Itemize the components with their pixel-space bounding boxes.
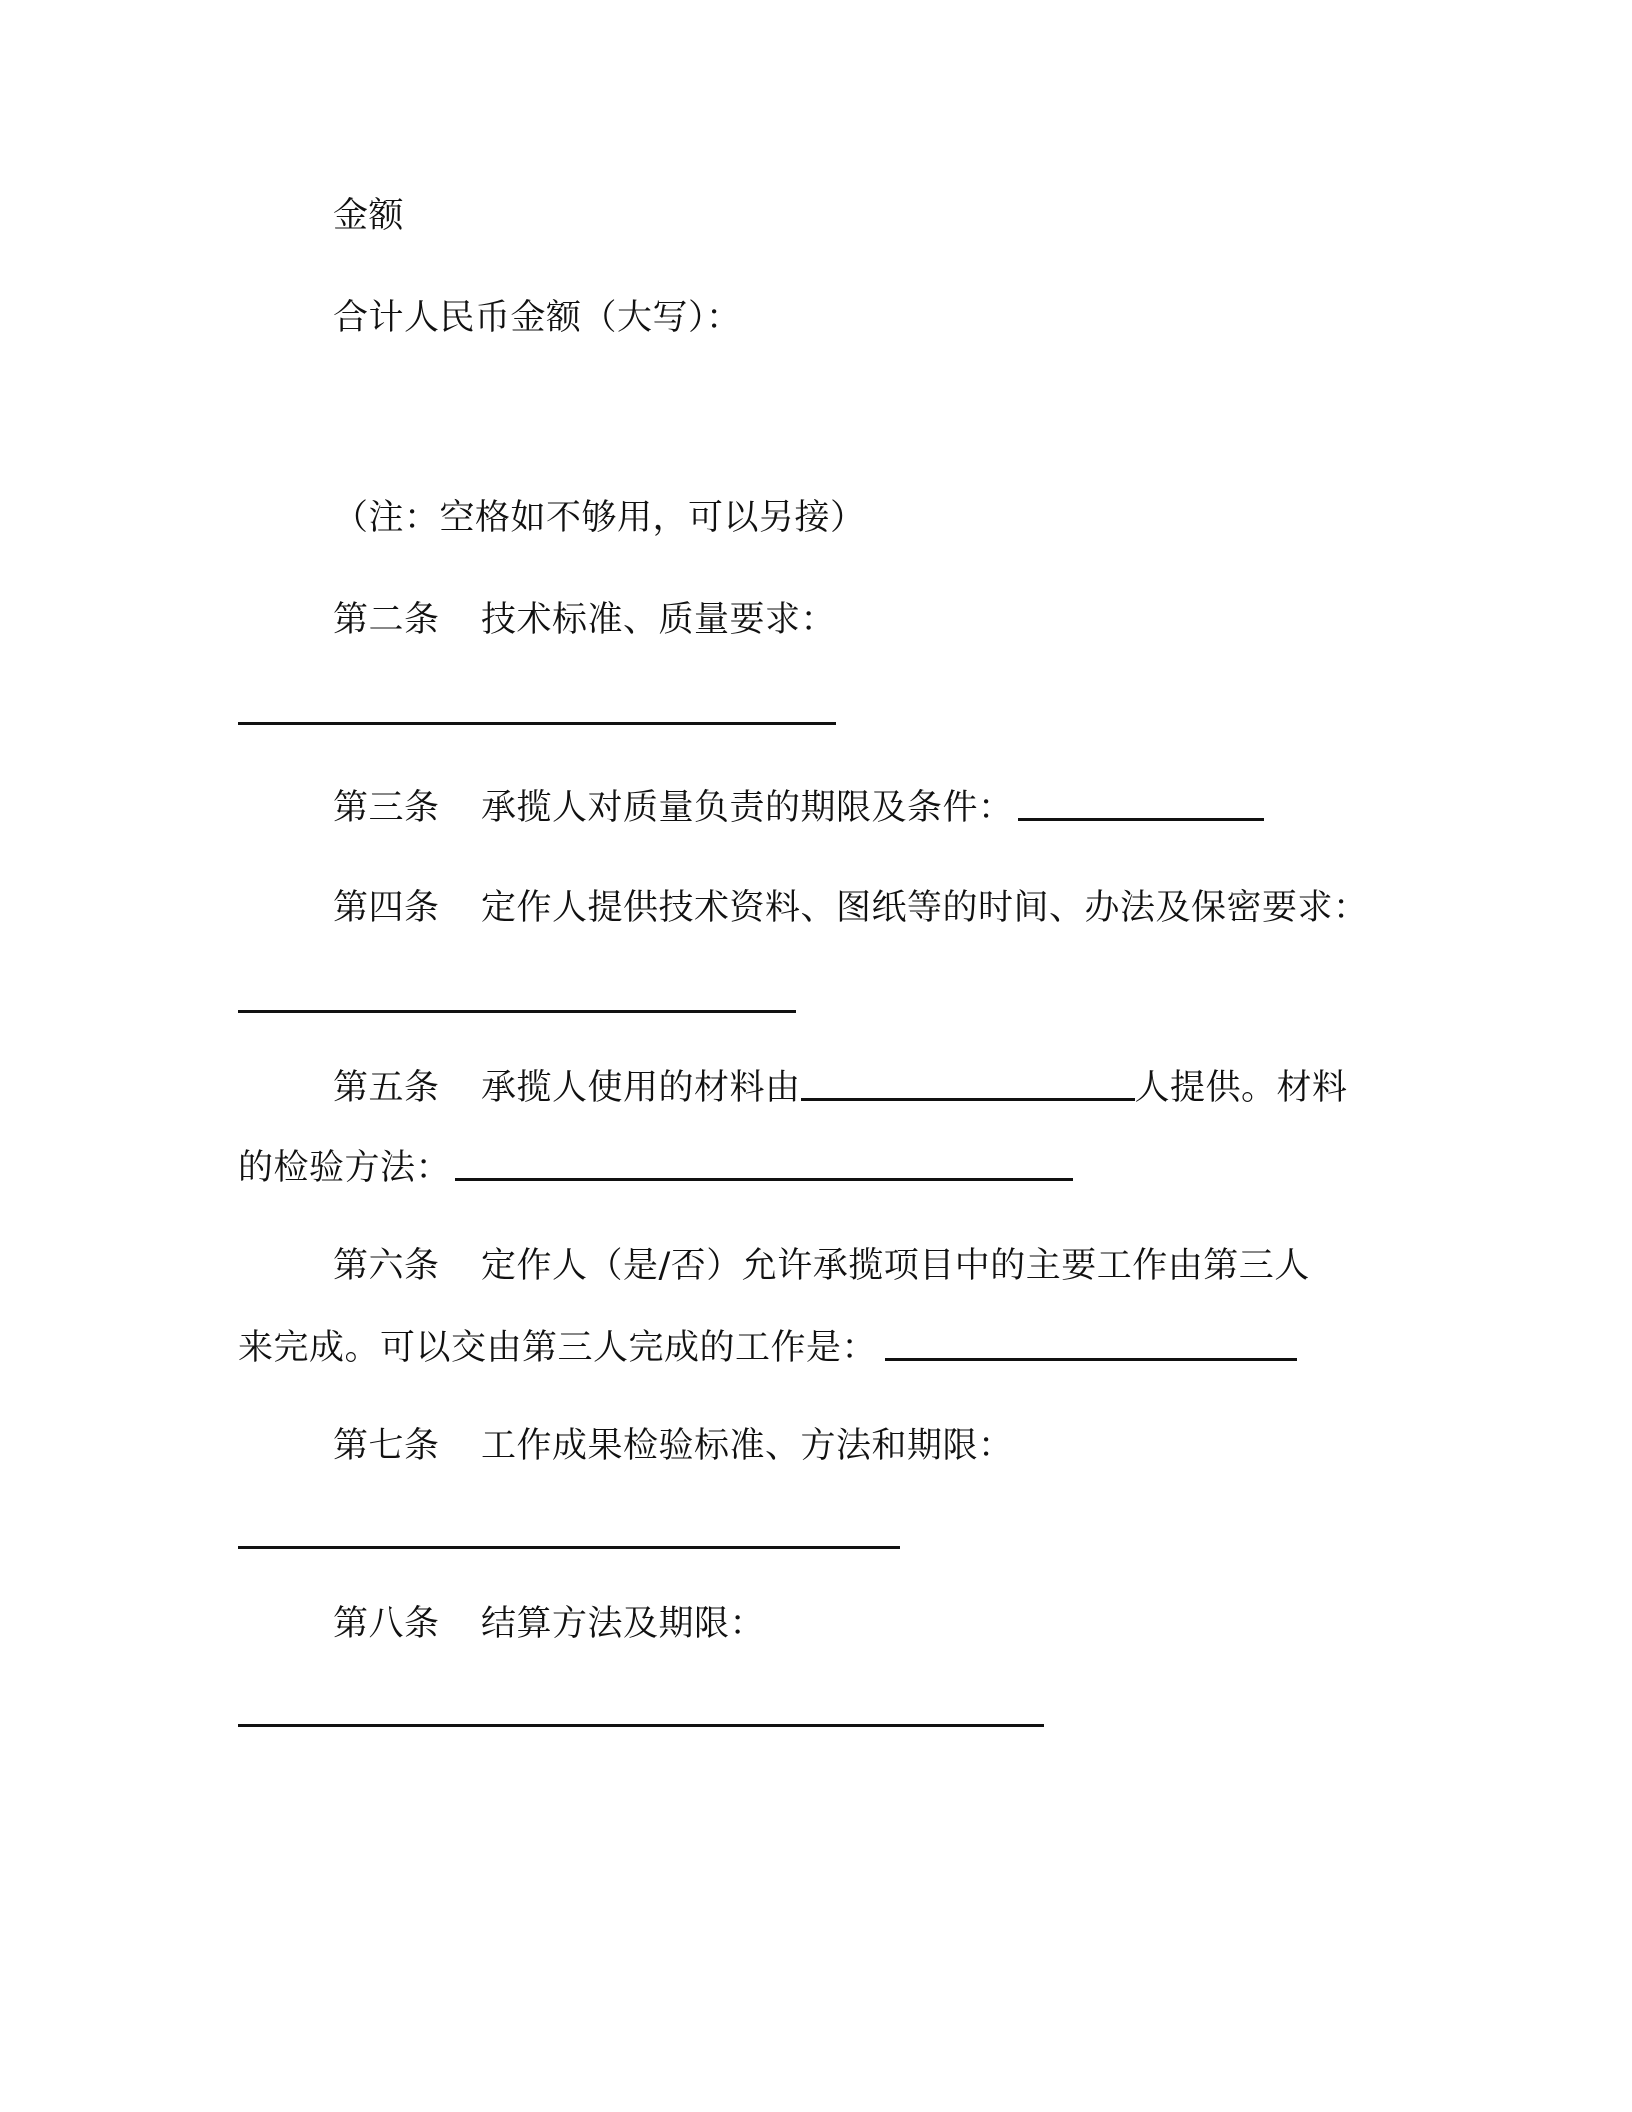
note-text: （注：空格如不够用，可以另接） bbox=[333, 498, 866, 538]
article-8-blank-line bbox=[238, 1690, 1044, 1738]
article-3-text: 承揽人对质量负责的期限及条件： bbox=[481, 788, 1014, 828]
article-5-number: 第五条 bbox=[333, 1068, 440, 1108]
article-8 bbox=[333, 1600, 765, 1648]
article-7 bbox=[333, 1422, 1014, 1470]
article-5-text: 承揽人使用的材料由 bbox=[481, 1068, 801, 1108]
article-4-fill-blank[interactable] bbox=[238, 1010, 796, 1013]
article-4-number: 第四条 bbox=[333, 888, 440, 928]
article-7-blank-line bbox=[238, 1512, 900, 1560]
article-5-line-2 bbox=[238, 1144, 1073, 1192]
article-8-fill-blank[interactable] bbox=[238, 1724, 1044, 1727]
article-4-blank-line bbox=[238, 976, 796, 1024]
article-2 bbox=[333, 596, 836, 644]
article-6-number: 第六条 bbox=[333, 1246, 440, 1286]
article-6-line-2-text: 来完成。可以交由第三人完成的工作是： bbox=[238, 1328, 878, 1368]
article-4-text: 定作人提供技术资料、图纸等的时间、办法及保密要求： bbox=[481, 888, 1369, 928]
article-5-supplier-blank[interactable] bbox=[801, 1098, 1135, 1101]
article-5-line-2-text: 的检验方法： bbox=[238, 1148, 452, 1188]
article-6 bbox=[333, 1242, 1310, 1290]
article-2-text: 技术标准、质量要求： bbox=[481, 600, 837, 640]
article-5-inspection-blank[interactable] bbox=[455, 1178, 1073, 1181]
article-8-number: 第八条 bbox=[333, 1604, 440, 1644]
article-6-text: 定作人（是/否）允许承揽项目中的主要工作由第三人 bbox=[481, 1246, 1310, 1286]
total-amount-label: 合计人民币金额（大写）： bbox=[333, 298, 742, 338]
amount-label: 金额 bbox=[333, 196, 405, 236]
article-2-blank-line bbox=[238, 688, 836, 736]
article-5-text-after: 人提供。材料 bbox=[1134, 1068, 1348, 1108]
article-6-fill-blank[interactable] bbox=[885, 1358, 1297, 1361]
article-3 bbox=[333, 784, 1264, 832]
article-2-number: 第二条 bbox=[333, 600, 440, 640]
article-7-fill-blank[interactable] bbox=[238, 1546, 900, 1549]
article-7-number: 第七条 bbox=[333, 1426, 440, 1466]
article-2-fill-blank[interactable] bbox=[238, 722, 836, 725]
article-4 bbox=[333, 884, 1369, 932]
article-5 bbox=[333, 1064, 1348, 1112]
article-3-number: 第三条 bbox=[333, 788, 440, 828]
article-6-line-2 bbox=[238, 1324, 1297, 1372]
article-7-text: 工作成果检验标准、方法和期限： bbox=[481, 1426, 1014, 1466]
article-8-text: 结算方法及期限： bbox=[481, 1604, 766, 1644]
article-3-fill-blank[interactable] bbox=[1018, 818, 1264, 821]
